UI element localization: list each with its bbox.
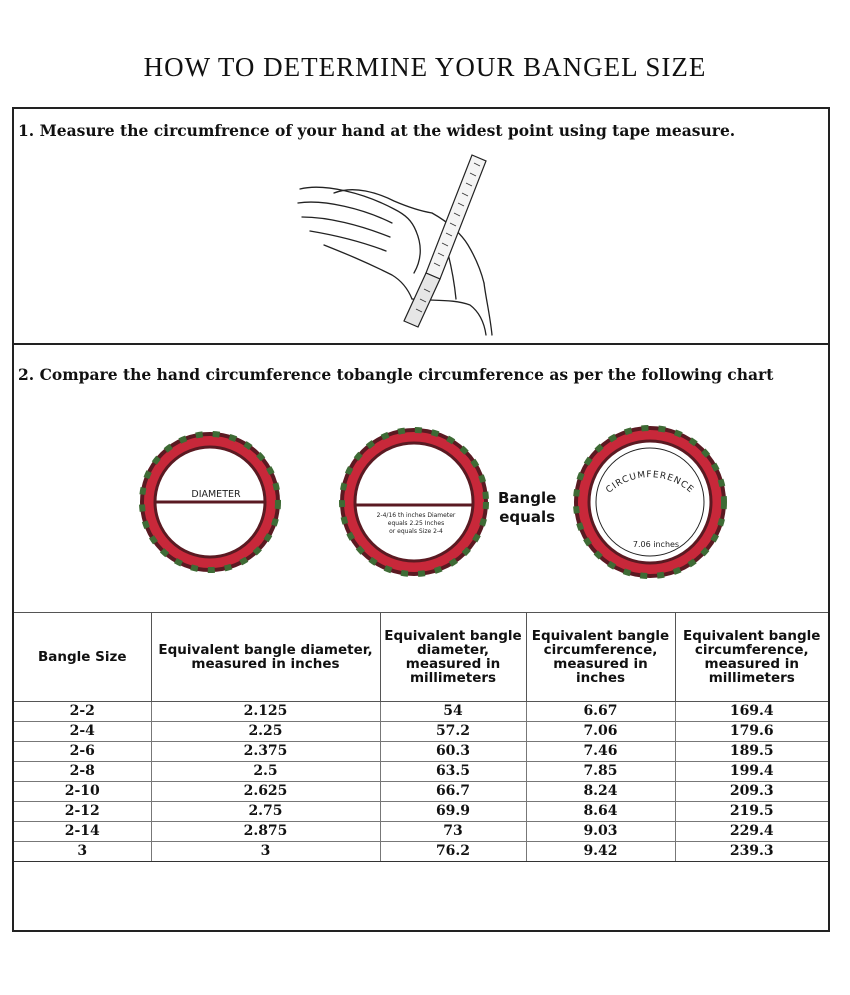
diameter-label: DIAMETER xyxy=(191,489,241,500)
bangle-diagrams xyxy=(132,417,732,587)
header-circumference-inches: Equivalent bangle circumference, measured in inches xyxy=(526,613,675,702)
step-1-instruction: 1. Measure the circumfrence of your hand at the widest point using tape measure. xyxy=(18,121,736,140)
table-row: 3 3 76.2 9.42 239.3 xyxy=(14,842,828,862)
header-circumference-mm: Equivalent bangle circumference, measured in millimeters xyxy=(675,613,828,702)
table-row: 2-2 2.125 54 6.67 169.4 xyxy=(14,702,828,722)
bangle-equals-label: Bangle equals xyxy=(498,489,557,526)
table-row: 2-8 2.5 63.5 7.85 199.4 xyxy=(14,762,828,782)
table-row: 2-6 2.375 60.3 7.46 189.5 xyxy=(14,742,828,762)
bangle-example-diagram xyxy=(342,430,486,574)
table-row: 2-14 2.875 73 9.03 229.4 xyxy=(14,822,828,842)
svg-text:2-4/16 th inches Diameter: 2-4/16 th inches Diameter xyxy=(376,512,456,519)
svg-text:or equals Size 2-4: or equals Size 2-4 xyxy=(389,528,443,535)
bangle-circumference-diagram xyxy=(576,428,724,576)
svg-text:7.06 inches: 7.06 inches xyxy=(632,540,680,549)
header-diameter-inches: Equivalent bangle diameter, measured in inches xyxy=(151,613,380,702)
bangle-diameter-diagram xyxy=(142,434,278,570)
header-bangle-size: Bangle Size xyxy=(14,613,151,702)
bangle-size-table xyxy=(14,612,828,862)
table-row: 2-12 2.75 69.9 8.64 219.5 xyxy=(14,802,828,822)
table-row: 2-10 2.625 66.7 8.24 209.3 xyxy=(14,782,828,802)
table-header-row xyxy=(14,613,828,702)
table-row: 2-4 2.25 57.2 7.06 179.6 xyxy=(14,722,828,742)
hand-tape-measure-illustration xyxy=(294,149,504,339)
page-title: HOW TO DETERMINE YOUR BANGEL SIZE xyxy=(143,52,707,82)
size-guide-frame xyxy=(12,107,830,932)
svg-text:equals 2.25 Inches: equals 2.25 Inches xyxy=(387,520,445,527)
svg-text:CIRCUMFERENCE: CIRCUMFERENCE xyxy=(604,470,696,496)
step-2-instruction: 2. Compare the hand circumference tobangle circumference as per the following chart xyxy=(18,365,774,384)
header-diameter-mm: Equivalent bangle diameter, measured in millimeters xyxy=(380,613,526,702)
